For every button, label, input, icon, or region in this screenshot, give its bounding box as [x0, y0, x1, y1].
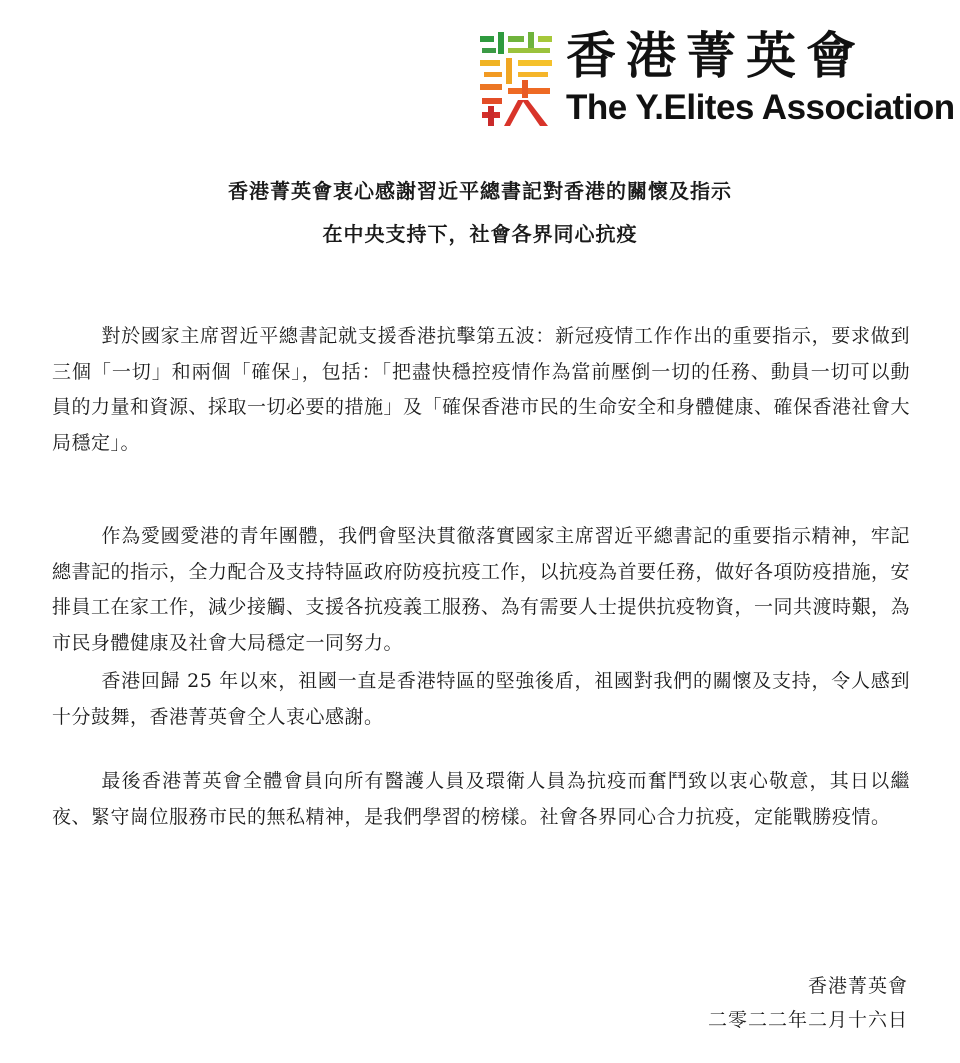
logo-chinese-name: 香港菁英會	[566, 26, 866, 85]
document-title: 香港菁英會衷心感謝習近平總書記對香港的關懷及指示	[228, 179, 732, 203]
logo-emblem-icon	[478, 30, 556, 128]
paragraph-4: 最後香港菁英會全體會員向所有醫護人員及環衛人員為抗疫而奮鬥致以衷心敬意，其日以繼夜、緊守崗位服務市民的無私精神，是我們學習的榜樣。社會各界同心合力抗疫，定能戰勝疫情。	[52, 770, 910, 828]
paragraph-3: 香港回歸 25 年以來，祖國一直是香港特區的堅強後盾，祖國對我們的關懷及支持，令人感到十分鼓舞，香港菁英會仝人衷心感謝。	[52, 670, 910, 728]
signature-date: 二零二二年二月十六日	[707, 1009, 908, 1031]
document-subtitle: 在中央支持下，社會各界同心抗疫	[322, 222, 638, 246]
paragraph-2: 作為愛國愛港的青年團體，我們會堅決貫徹落實國家主席習近平總書記的重要指示精神，牢記總書記的指示，全力配合及支持特區政府防疫抗疫工作，以抗疫為首要任務，做好各項防疫措施，安排員工在家工作，減少接觸、支援各抗疫義工服務、為有需要人士提供抗疫物資，一同共渡時艱，為市民身體健康及社會大局穩定一同努力。	[52, 525, 911, 654]
association-logo	[478, 24, 955, 134]
paragraph-1: 對於國家主席習近平總書記就支援香港抗擊第五波：新冠疫情工作作出的重要指示，要求做到三個「一切」和兩個「確保」，包括：「把盡快穩控疫情作為當前壓倒一切的任務、動員一切可以動員的力量和資源、採取一切必要的措施」及「確保香港市民的生命安全和身體健康、確保香港社會大局穩定」。	[52, 325, 911, 454]
signature-organization: 香港菁英會	[807, 975, 908, 997]
logo-english-name: The Y.Elites Association	[566, 88, 955, 127]
